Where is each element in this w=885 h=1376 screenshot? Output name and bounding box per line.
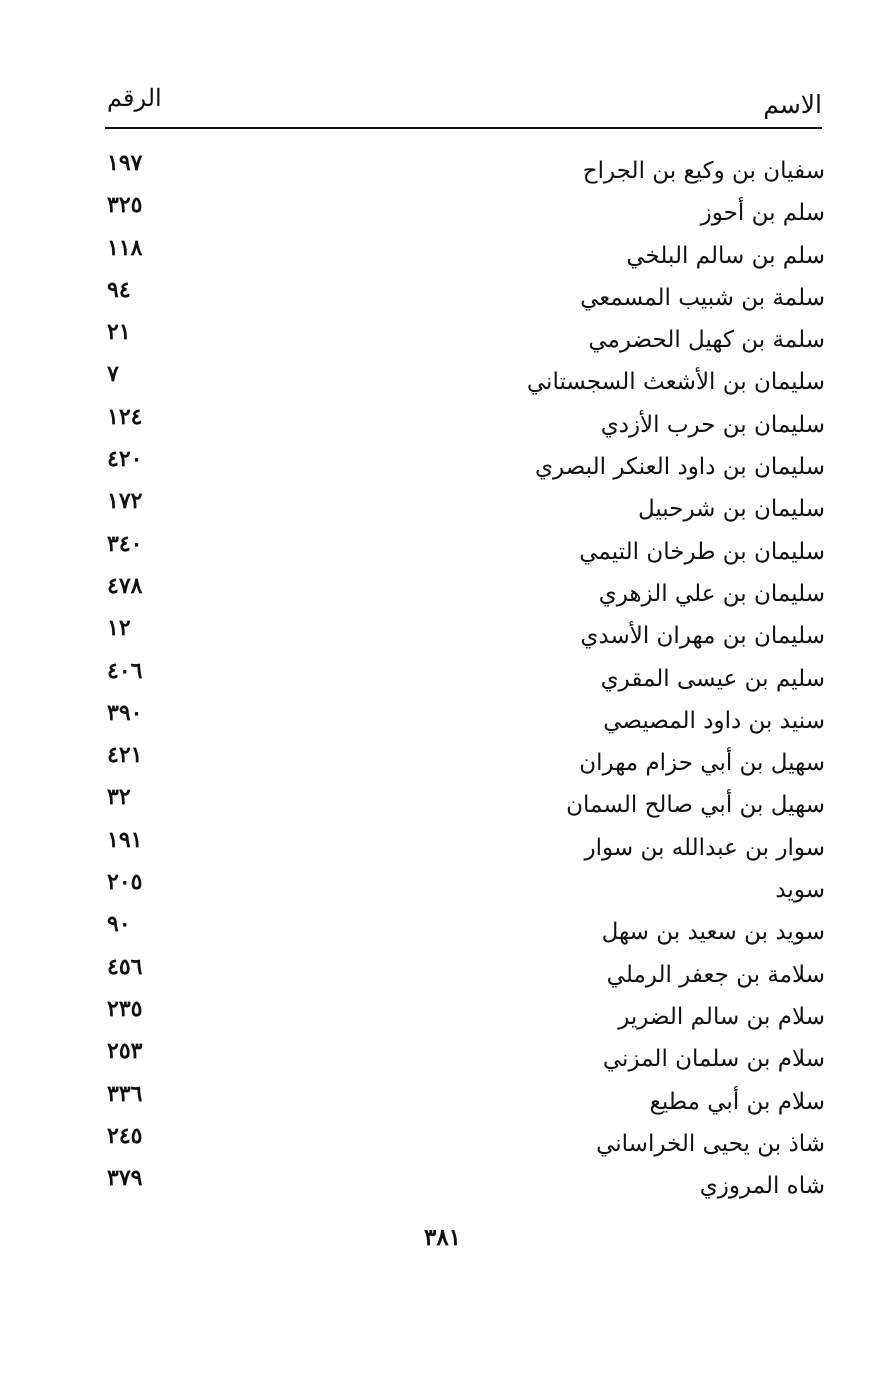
entry-number: ١٢ bbox=[107, 615, 131, 642]
entry-number: ٩٤ bbox=[107, 276, 131, 303]
list-item bbox=[105, 277, 825, 319]
table-header bbox=[105, 84, 822, 130]
entry-name: سفيان بن وكيع بن الجراح bbox=[582, 158, 825, 184]
list-item bbox=[105, 235, 825, 277]
entry-number: ٤٢١ bbox=[107, 742, 143, 769]
entry-name: سليمان بن الأشعث السجستاني bbox=[526, 369, 825, 396]
header-rule bbox=[105, 127, 822, 129]
list-item bbox=[105, 1081, 825, 1123]
list-item bbox=[105, 911, 825, 953]
entry-number: ٢٠٥ bbox=[107, 869, 143, 896]
entry-number: ١٧٢ bbox=[107, 488, 143, 515]
entry-number: ٢١ bbox=[107, 319, 131, 346]
entry-name: شاه المروزي bbox=[699, 1173, 825, 1200]
list-item bbox=[105, 192, 825, 234]
list-item bbox=[105, 784, 825, 826]
entry-name: سوار بن عبدالله بن سوار bbox=[584, 834, 825, 861]
list-item bbox=[105, 742, 825, 784]
name-column-header: الاسم bbox=[763, 90, 822, 119]
entry-name: سليمان بن طرخان التيمي bbox=[579, 538, 825, 565]
entry-number: ٢٤٥ bbox=[107, 1122, 143, 1149]
list-item bbox=[105, 954, 825, 996]
number-column-header: الرقم bbox=[107, 84, 162, 112]
entry-name: سليمان بن حرب الأزدي bbox=[600, 411, 825, 438]
entry-number: ١٩٧ bbox=[107, 150, 143, 176]
entry-number: ٢٣٥ bbox=[107, 995, 143, 1022]
entry-number: ١٩١ bbox=[107, 826, 143, 853]
list-item bbox=[105, 573, 825, 615]
list-item bbox=[105, 446, 825, 488]
list-item bbox=[105, 996, 825, 1038]
list-item bbox=[105, 319, 825, 361]
list-item bbox=[105, 700, 825, 742]
entry-name: سليم بن عيسى المقري bbox=[600, 665, 825, 692]
entry-name: سلمة بن شبيب المسمعي bbox=[580, 284, 825, 311]
entry-number: ٣٢ bbox=[107, 784, 131, 811]
list-item bbox=[105, 488, 825, 530]
list-item bbox=[105, 869, 825, 911]
entry-number: ٢٥٣ bbox=[107, 1038, 143, 1065]
entry-number: ١١٨ bbox=[107, 234, 143, 261]
entry-name: سلامة بن جعفر الرملي bbox=[606, 961, 825, 988]
entry-number: ٧ bbox=[107, 361, 119, 388]
list-item bbox=[105, 827, 825, 869]
entry-name: سنيد بن داود المصيصي bbox=[603, 707, 825, 734]
entry-name: سلام بن أبي مطيع bbox=[649, 1088, 825, 1115]
entry-name: سويد بن سعيد بن سهل bbox=[601, 919, 825, 946]
entry-name: سلمة بن كهيل الحضرمي bbox=[588, 327, 825, 354]
entry-number: ٣٣٦ bbox=[107, 1080, 143, 1107]
entry-number: ٤٥٦ bbox=[107, 953, 143, 980]
entry-number: ٣٩٠ bbox=[107, 699, 143, 726]
list-item bbox=[105, 1165, 825, 1207]
list-item bbox=[105, 1038, 825, 1080]
entry-name: سهيل بن أبي حزام مهران bbox=[579, 750, 825, 777]
list-item bbox=[105, 404, 825, 446]
entry-name: سلم بن أحوز bbox=[700, 200, 825, 227]
list-item bbox=[105, 150, 825, 192]
page-number: ٣٨١ bbox=[423, 1224, 462, 1251]
entry-name: سويد bbox=[775, 877, 825, 904]
entry-number: ٣٢٥ bbox=[107, 192, 143, 219]
list-item bbox=[105, 531, 825, 573]
entry-name: سليمان بن شرحبيل bbox=[637, 496, 825, 523]
entry-name: سلام بن سالم الضرير bbox=[618, 1003, 825, 1030]
entry-number: ٩٠ bbox=[107, 911, 131, 938]
entry-name: سلم بن سالم البلخي bbox=[626, 242, 825, 269]
entry-number: ٣٧٩ bbox=[107, 1165, 143, 1192]
entry-number: ٤٠٦ bbox=[107, 657, 143, 684]
entry-number: ٣٤٠ bbox=[107, 530, 143, 557]
entry-name: سهيل بن أبي صالح السمان bbox=[566, 792, 825, 819]
entry-name: سليمان بن مهران الأسدي bbox=[580, 623, 825, 650]
list-item bbox=[105, 361, 825, 403]
list-item bbox=[105, 658, 825, 700]
list-item bbox=[105, 1123, 825, 1165]
entry-name: شاذ بن يحيى الخراساني bbox=[596, 1130, 825, 1157]
index-list bbox=[105, 150, 825, 1207]
entry-number: ١٢٤ bbox=[107, 403, 143, 430]
entry-name: سلام بن سلمان المزني bbox=[602, 1046, 825, 1073]
entry-number: ٤٧٨ bbox=[107, 572, 143, 599]
list-item bbox=[105, 615, 825, 657]
entry-name: سليمان بن علي الزهري bbox=[598, 580, 825, 607]
entry-name: سليمان بن داود العنكر البصري bbox=[535, 454, 825, 481]
entry-number: ٤٢٠ bbox=[107, 446, 143, 473]
